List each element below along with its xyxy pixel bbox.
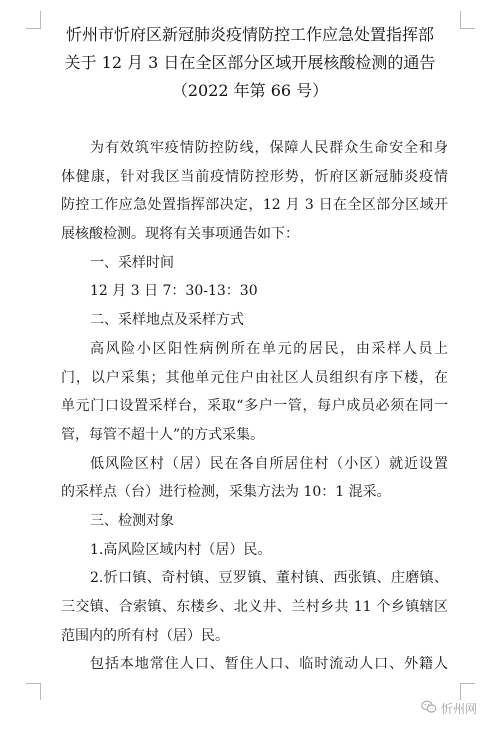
intro-paragraph-line: 体健康，针对我区当前疫情防控形势，忻府区新冠肺炎疫情 [61,168,448,185]
section-heading-test-subjects: 三、检测对象 [90,512,174,529]
notice-subject-title: 关于 12 月 3 日在全区部分区域开展核酸检测的通告 [64,53,436,72]
low-risk-sampling-line: 的采样点（台）进行检测，采集方法为 10：1 混采。 [61,484,391,501]
included-population-paragraph [61,650,448,679]
test-subject-item-2 [61,564,448,650]
included-population-line: 包括本地常住人口、暂住人口、临时流动人口、外籍人 [90,656,448,673]
high-risk-sampling-line: 单元门口设置采样台，采取“多户一管，每户成员必须在同一 [61,398,448,415]
high-risk-sampling-line: 门，以户采集；其他单元住户由社区人员组织有序下楼，在 [61,369,448,386]
notice-title [30,21,470,105]
intro-paragraph-line: 防控工作应急处置指挥部决定，12 月 3 日在全区部分区域开 [61,197,448,214]
high-risk-sampling-paragraph [61,335,448,450]
watermark-text: 忻州网 [441,701,478,716]
intro-paragraph-line: 展核酸检测。现将有关事项通告如下： [61,226,299,243]
source-watermark [421,700,477,716]
test-subject-item-2-line: 2.忻口镇、奇村镇、豆罗镇、董村镇、西张镇、庄磨镇、 [90,570,448,587]
low-risk-sampling-line: 低风险区村（居）民在各自所居住村（小区）就近设置 [90,455,448,472]
intro-paragraph [61,134,448,249]
corner-mark-bottom-right [460,683,461,700]
corner-mark-bottom-left [40,683,41,700]
intro-paragraph-line: 为有效筑牢疫情防控防线，保障人民群众生命安全和身 [90,140,448,156]
corner-mark-bottom-right [460,683,475,684]
notice-body [61,134,448,679]
high-risk-sampling-line: 高风险小区阳性病例所在单元的居民，由采样人员上 [90,340,448,357]
test-subject-item-2-line: 范围内的所有村（居）民。 [61,627,229,644]
wechat-icon [421,699,437,718]
sampling-time-value: 12 月 3 日 7：30-13：30 [90,283,258,300]
test-subject-item-1: 1.高风险区域内村（居）民。 [90,541,272,558]
document-number: （2022 年第 66 号） [171,81,329,100]
low-risk-sampling-paragraph [61,450,448,507]
section-heading-sampling-location: 二、采样地点及采样方式 [90,312,244,329]
section-heading-sampling-time: 一、采样时间 [90,254,174,271]
test-subject-item-2-line: 三交镇、合索镇、东楼乡、北义井、兰村乡共 11 个乡镇辖区 [61,599,448,615]
issuer-title: 忻州市忻府区新冠肺炎疫情防控工作应急处置指挥部 [65,25,434,44]
high-risk-sampling-line: 管，每管不超十人”的方式采集。 [61,426,265,443]
corner-mark-bottom-left [26,683,41,684]
